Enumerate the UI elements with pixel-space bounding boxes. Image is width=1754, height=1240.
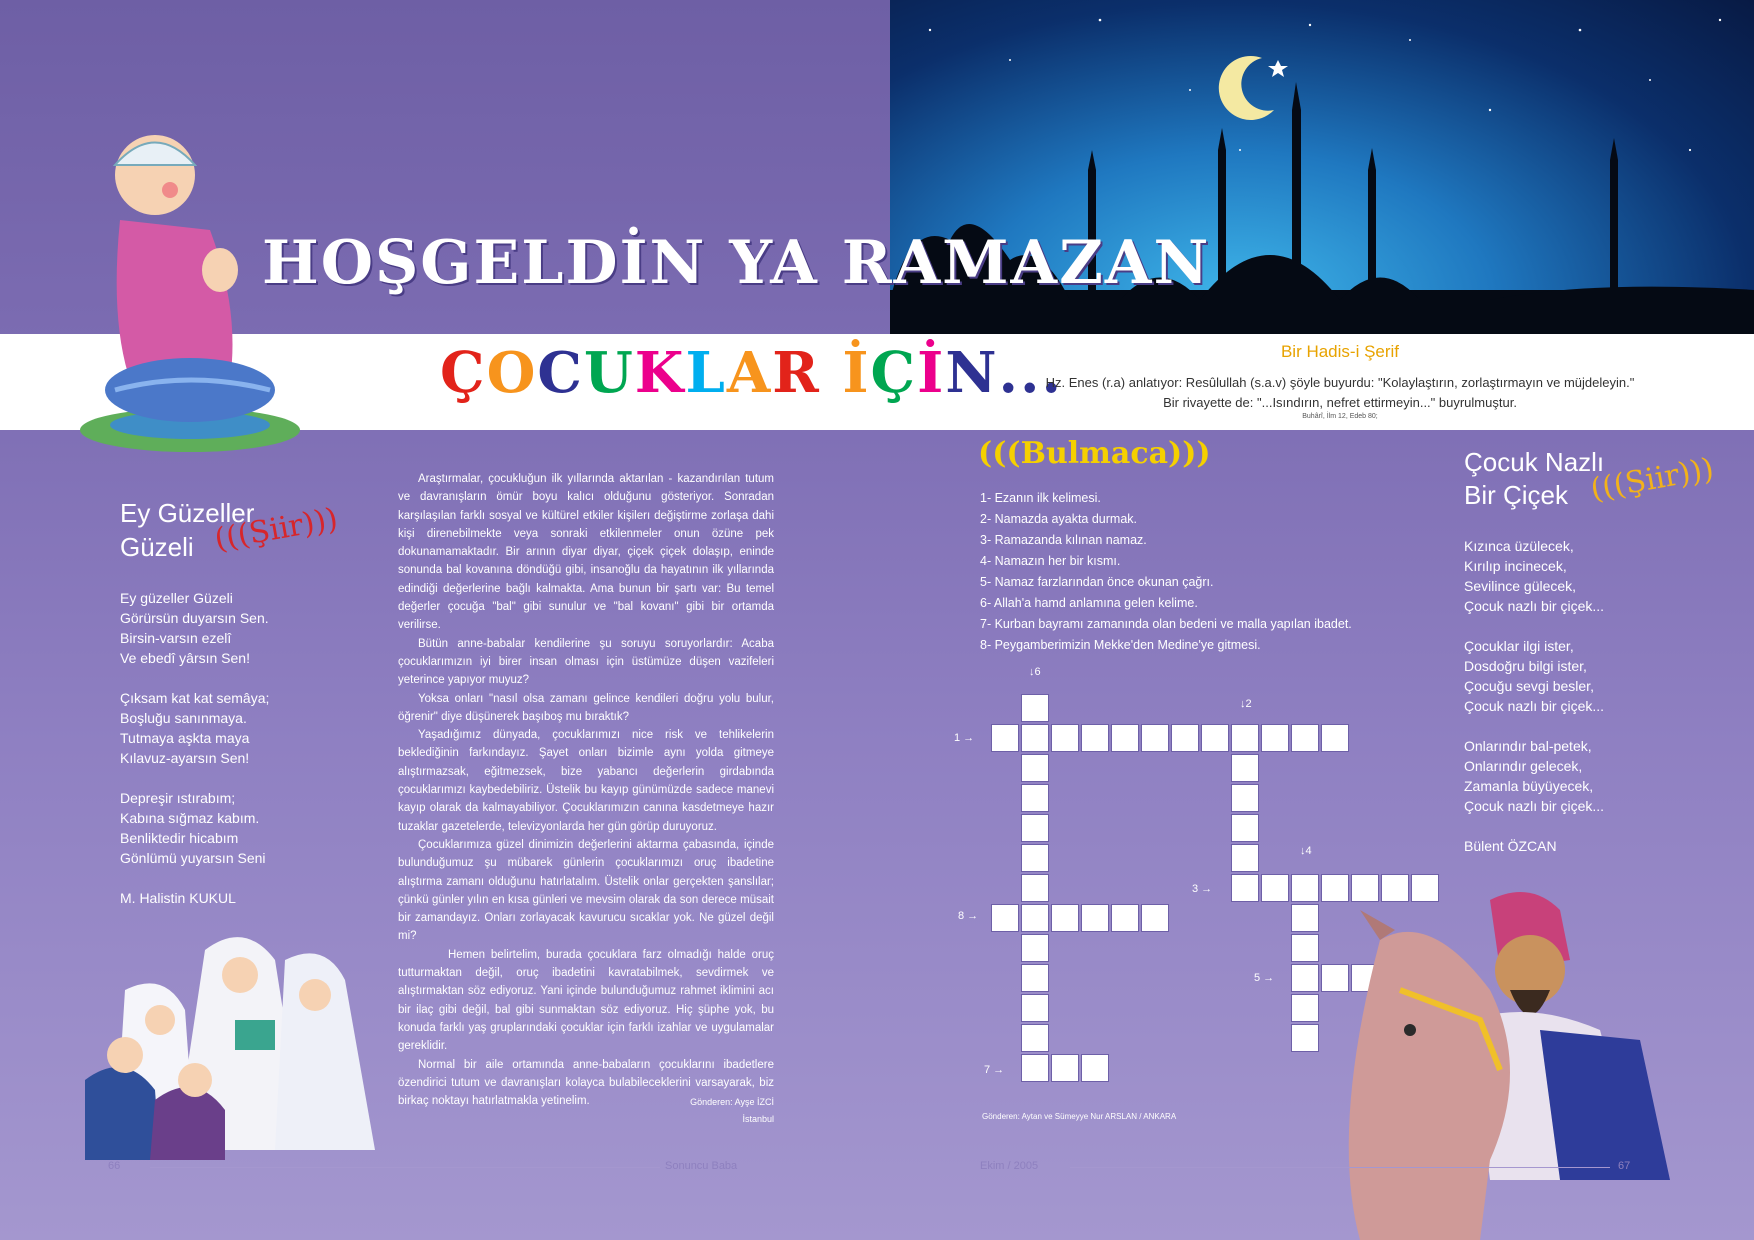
crossword-cell[interactable] [1021,814,1049,842]
poem-line: Çocuk nazlı bir çiçek... [1464,798,1605,814]
article-city: İstanbul [742,1114,774,1124]
poem-title-line: Çocuk Nazlı [1464,447,1605,477]
crossword-cell[interactable] [1021,844,1049,872]
poem-title-line: Bir Çiçek [1464,480,1569,510]
crossword-cell[interactable] [1291,874,1319,902]
subtitle-letter [821,340,843,406]
hadis-title: Bir Hadis-i Şerif [1280,342,1400,361]
crossword-number: ↓4 [1300,845,1312,857]
poem-author: M. Halistin KUKUL [120,890,236,906]
crossword-cell[interactable] [1291,724,1319,752]
poem-line: Kabına sığmaz kabım. [120,810,260,826]
crossword-cell[interactable] [1231,754,1259,782]
crossword-clue: 4- Namazın her bir kısmı. [980,554,1121,568]
subtitle-letter: C [537,340,584,406]
crossword-cell[interactable] [1051,724,1079,752]
crossword-cell[interactable] [991,904,1019,932]
bulmaca-title: (((Bulmaca))) [978,436,1211,471]
crossword-number: 7 → [984,1064,1005,1076]
poem-line: Kızınca üzülecek, [1464,538,1574,554]
crossword-clue: 7- Kurban bayramı zamanında olan bedeni ve malla yapılan ibadet. [980,617,1352,631]
page-number-right: 67 [1618,1160,1631,1172]
article-sender: Gönderen: Ayşe İZCİ [690,1097,774,1107]
issue-date: Ekim / 2005 [980,1160,1039,1172]
crossword-cell[interactable] [1021,964,1049,992]
crossword-number: 3 → [1192,883,1213,895]
subtitle-letter: L [685,340,727,406]
poem-stanza [1464,536,1604,616]
horse-rider-illustration [1340,880,1754,1240]
reading-children-illustration [85,920,395,1170]
footer-rule [1070,1167,1610,1168]
crossword-cell[interactable] [1081,724,1109,752]
article-paragraph: Bütün anne-babalar kendilerine şu soruyu soruyorlardır: Acaba çocuklarımızın iyi birer insan olması için üstümüze düşen vazifeleri yeterince yapıyor muyuz? [398,637,774,687]
crossword-cell[interactable] [1261,724,1289,752]
poem-stanza [120,588,269,668]
crossword-number: ↓2 [1240,698,1252,710]
crossword-number: ↓6 [1029,666,1041,678]
crossword-number: 1 → [954,732,975,744]
crossword-cell[interactable] [1021,724,1049,752]
crossword-clue: 2- Namazda ayakta durmak. [980,512,1138,526]
poem-body [1464,536,1604,856]
crossword-cell[interactable] [1231,844,1259,872]
crossword-cell[interactable] [1021,904,1049,932]
crossword-cell[interactable] [1231,814,1259,842]
article-paragraph: Yoksa onları "nasıl olsa zamanı gelince kendileri doğru yolu bulur, öğrenir" diye düşünerek başıboş mu bıraktık? [398,692,774,723]
star-icon [1268,60,1288,77]
poem-line: Benliktedir hicabım [120,830,239,846]
crossword-cell[interactable] [1291,904,1319,932]
poem-title [1464,446,1604,512]
poem-stanza [1464,636,1604,716]
subtitle-letter: Ç [870,340,918,406]
poem-line: Kılavuz-ayarsın Sen! [120,750,250,766]
crossword-cell[interactable] [1201,724,1229,752]
crossword-clue: 5- Namaz farzlarından önce okunan çağrı. [980,575,1214,589]
crossword-cell[interactable] [1141,724,1169,752]
crossword-cell[interactable] [1291,964,1319,992]
poem-stanza [120,688,269,768]
poem-line: Kırılıp incinecek, [1464,558,1567,574]
poem-line: Çıksam kat kat semâya; [120,690,270,706]
subtitle-letter: R [772,340,821,406]
poem-line: Çocuk nazlı bir çiçek... [1464,698,1605,714]
crossword-cell[interactable] [1081,904,1109,932]
poem-author: Bülent ÖZCAN [1464,838,1557,854]
poem-line: Çocuğu sevgi besler, [1464,678,1594,694]
subtitle-letter: İ [842,340,871,406]
poem-line: Depreşir ıstırabım; [120,790,236,806]
crossword-cell[interactable] [1231,874,1259,902]
hadis-line: Bir rivayette de: "...Isındırın, nefret ettirmeyin..." buyrulmuştur. [1163,395,1517,410]
footer-rule [150,1167,660,1168]
crossword-cell[interactable] [1231,724,1259,752]
crossword-cell[interactable] [1081,1054,1109,1082]
hadis-line: Hz. Enes (r.a) anlatıyor: Resûlullah (s.a.v) şöyle buyurdu: "Kolaylaştırın, zorlaştırmayın ve müjdeleyin." [1045,375,1635,390]
poem-line: Onlarındır gelecek, [1464,758,1583,774]
poem-title-line: Ey Güzeller [120,498,255,528]
crossword-cell[interactable] [1021,874,1049,902]
crossword-number: 8 → [958,910,979,922]
article-paragraph: Çocuklarımıza güzel dinimizin değerlerini aktarma çabasında, içinde bulunduğumuz şu mübarek günlerin çocuklarımızı oruç ibadetine alıştırma zamanı olduğunu hatırlatalım. Üstelik onlar gerçekten şanslılar; çünkü günler yılın en kısa günleri ve mevsim olarak da son derece müsait bir zamandayız. Onları zorlayacak kavurucu sıcaklar yok. Ne güzel değil mi? [398,838,774,943]
crossword-cell[interactable] [1051,1054,1079,1082]
poem-line: Zamanla büyüyecek, [1464,778,1594,794]
subtitle-letter: Ç [440,340,487,406]
crossword-cell[interactable] [1021,934,1049,962]
article-paragraph: Hemen belirtelim, burada çocuklara farz olmadığı halde oruç tutturmaktan değil, oruç ibadetini kavratabilmek, sevdirmek ve alıştırmaktan söz ediyoruz. Yani içinde bulunduğumuz rahmet iklimini acı bir ilaç gibi değil, bal gibi sunmaktan söz ediyoruz. Hiç şüphe yok, bu konuda farklı yaş gruplarındaki çocuklar için farklı izahlar ve uygulamalar gereklidir. [398,948,774,1053]
poem-title-line: Güzeli [120,532,194,562]
crossword-cell[interactable] [1291,1024,1319,1052]
poem-body [120,588,269,908]
article-body [398,470,774,1110]
crossword-cell[interactable] [1111,904,1139,932]
crossword-number: 5 → [1254,972,1275,984]
crossword-cell[interactable] [1051,904,1079,932]
magazine-name: Sonuncu Baba [665,1160,738,1172]
crossword-cell[interactable] [1021,994,1049,1022]
poem-line: Boşluğu sanınmaya. [120,710,247,726]
subtitle-letter: O [486,340,538,406]
poem-line: Birsin-varsın ezelî [120,630,232,646]
crescent-moon-icon [1219,56,1274,120]
crossword-cell[interactable] [1321,724,1349,752]
crossword-clue: 1- Ezanın ilk kelimesi. [980,491,1101,505]
crossword-cell[interactable] [1021,694,1049,722]
article-paragraph: Normal bir aile ortamında anne-babaların çocuklarını ibadetlere özendirici tutum ve davranışları kolayca bulabileceklerini varsayarak, biz birkaç noktayı hatırlatmakla yetinelim. [398,1058,774,1108]
crossword-cell[interactable] [1021,754,1049,782]
crossword-cell[interactable] [1021,1054,1049,1082]
subtitle-letter: N [945,340,999,406]
crossword-cell[interactable] [1291,934,1319,962]
crossword-clue: 8- Peygamberimizin Mekke'den Medine'ye gitmesi. [980,638,1261,652]
crossword-clue: 6- Allah'a hamd anlamına gelen kelime. [980,596,1198,610]
article-paragraph: Yaşadığımız dünyada, çocuklarımızı nice risk ve tehlikelerin beklediğinin farkındayız. Şayet onları bizimle aynı yolda gitmeye alıştırmazsak, eğitmezsek, bize yabancı değerlerin girdabında çocuklarımızı kaybedebiliriz. Üstelik bu kayıp günümüzde sadece manevi kayıp olarak da kalmayabiliyor. Çocuklarımızın canına kasdetmeye hazır tuzaklar gazetelerde, televizyonlarda her gün görüp duruyoruz. [398,729,774,833]
poem-line: Ey güzeller Güzeli [120,590,233,606]
poem-stanza [120,788,269,868]
subtitle-letter: K [634,340,686,406]
subtitle-letter: ... [998,340,1063,406]
subtitle-letter: A [726,340,773,406]
crossword-cell[interactable] [1231,784,1259,812]
poem-tag: (((Şiir))) [211,501,341,558]
hadis-source: Buhârî, İlm 12, Edeb 80; [1302,413,1378,420]
poem-line: Sevilince gülecek, [1464,578,1577,594]
poem-line: Gönlümü yuyarsın Seni [120,850,266,866]
crossword-clues [980,488,1352,656]
subtitle-letter: İ [917,340,946,406]
poem-line: Ve ebedî yârsın Sen! [120,650,250,666]
crossword-cell[interactable] [1261,874,1289,902]
crossword-cell[interactable] [991,724,1019,752]
hadis-text [1000,373,1680,413]
crossword-cell[interactable] [1141,904,1169,932]
article-paragraph: Araştırmalar, çocukluğun ilk yıllarında aktarılan - kazandırılan tutum ve davranışların ömür boyu kalıcı olduğunu gösteriyor. Sonradan karşılaşılan farklı sosyal ve kültürel etkiler kişilerı değiştirme zorlaşa dahi kişi direnebilmekte veya sonraki etkilenmeler onun özüne pek dokunamamaktadır. Bir arının diyar diyar, çiçek çiçek dolaşıp, eninde sonunda bal kovanına döndüğü gibi, insanoğlu da hayatının ilk yıllarında edindiği değerlerine bağlı kalmakta. Ama bunun bir şartı var: Bu temel değerler çocuğa "bal" gibi sunulur ve "bal kovanı" gibi bir ortamda verilirse. [398,473,774,632]
crossword-cell[interactable] [1291,994,1319,1022]
page-subtitle [440,340,1063,406]
poem-tag: (((Şiir))) [1587,451,1717,508]
poem-line: Tutmaya aşkta maya [120,730,250,746]
poem-line: Onlarındır bal-petek, [1464,738,1592,754]
page-title: HOŞGELDİN YA RAMAZAN [262,228,1211,298]
bulmaca-sender: Gönderen: Aytan ve Sümeyye Nur ARSLAN / ANKARA [982,1112,1177,1121]
crossword-clue: 3- Ramazanda kılınan namaz. [980,533,1147,547]
poem-line: Dosdoğru bilgi ister, [1464,658,1587,674]
star-icon [929,19,1721,151]
poem-stanza [1464,736,1604,816]
crossword-cell[interactable] [1171,724,1199,752]
subtitle-letter: U [583,340,635,406]
poem-line: Çocuk nazlı bir çiçek... [1464,598,1605,614]
crossword-cell[interactable] [1021,1024,1049,1052]
poem-line: Görürsün duyarsın Sen. [120,610,269,626]
crossword-cell[interactable] [1021,784,1049,812]
page-number-left: 66 [108,1160,121,1172]
crossword-cell[interactable] [1111,724,1139,752]
poem-line: Çocuklar ilgi ister, [1464,638,1574,654]
